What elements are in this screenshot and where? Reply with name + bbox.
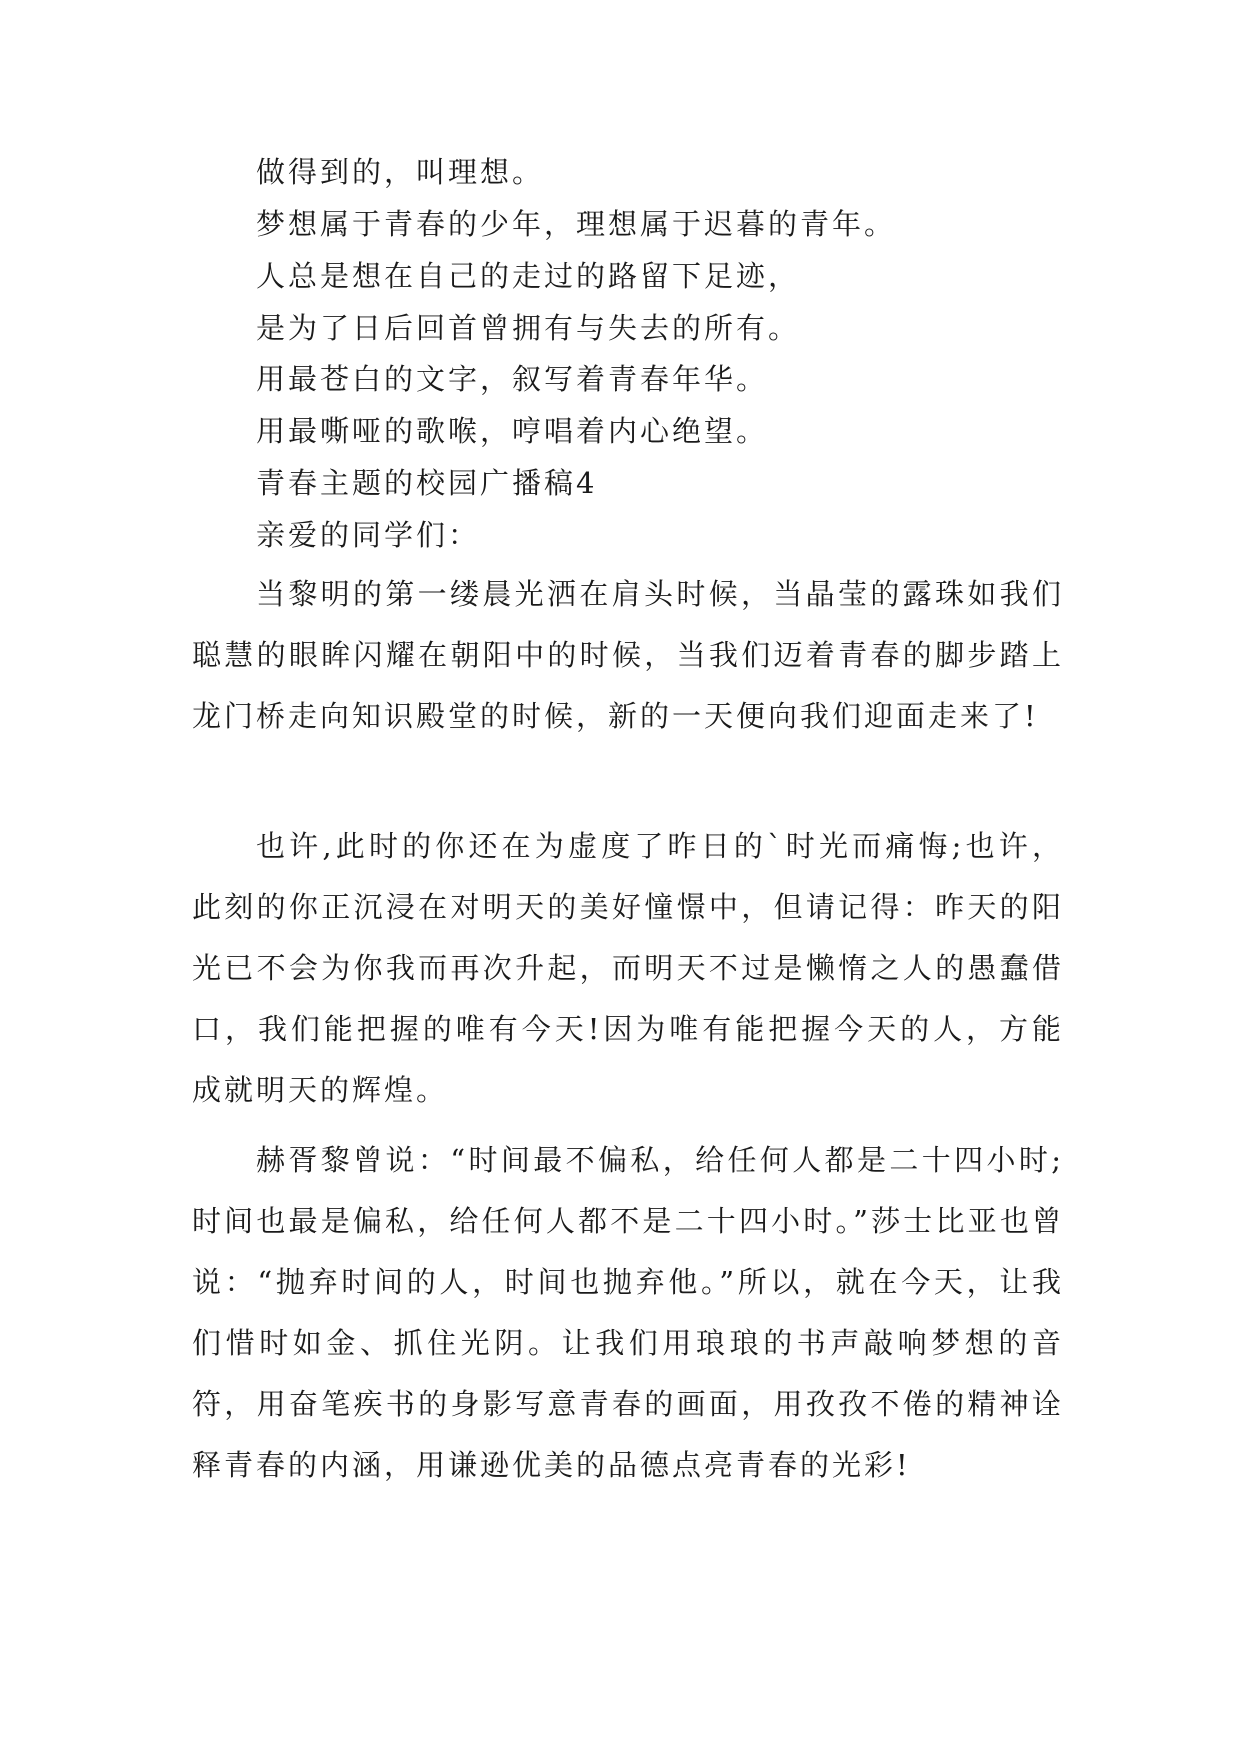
text-line: 用最嘶哑的歌喉，哼唱着内心绝望。 bbox=[256, 414, 769, 448]
text-line: 做得到的，叫理想。 bbox=[256, 155, 545, 189]
text-line: 梦想属于青春的少年，理想属于迟暮的青年。 bbox=[256, 207, 897, 241]
body-paragraph: 当黎明的第一缕晨光洒在肩头时候，当晶莹的露珠如我们聪慧的眼眸闪耀在朝阳中的时候，当我们迈着青春的脚步踏上龙门桥走向知识殿堂的时候，新的一天便向我们迎面走来了! bbox=[192, 577, 1064, 733]
text-line: 用最苍白的文字，叙写着青春年华。 bbox=[256, 362, 769, 396]
body-paragraph: 赫胥黎曾说：“时间最不偏私，给任何人都是二十四小时;时间也最是偏私，给任何人都不是二十四小时。”莎士比亚也曾说：“抛弃时间的人，时间也抛弃他。”所以，就在今天，让我们惜时如金、抓住光阴。让我们用琅琅的书声敲响梦想的音符，用奋笔疾书的身影写意青春的画面，用孜孜不倦的精神诠释青春的内涵，用谦逊优美的品德点亮青春的光彩! bbox=[192, 1143, 1064, 1482]
salutation: 亲爱的同学们： bbox=[256, 518, 481, 552]
section-heading: 青春主题的校园广播稿4 bbox=[256, 466, 598, 500]
body-paragraph: 也许,此时的你还在为虚度了昨日的`时光而痛悔;也许，此刻的你正沉浸在对明天的美好憧憬中，但请记得：昨天的阳光已不会为你我而再次升起，而明天不过是懒惰之人的愚蠢借口，我们能把握的唯有今天!因为唯有能把握今天的人，方能成就明天的辉煌。 bbox=[192, 829, 1064, 1107]
text-line: 是为了日后回首曾拥有与失去的所有。 bbox=[256, 311, 801, 345]
text-line: 人总是想在自己的走过的路留下足迹， bbox=[256, 259, 801, 293]
